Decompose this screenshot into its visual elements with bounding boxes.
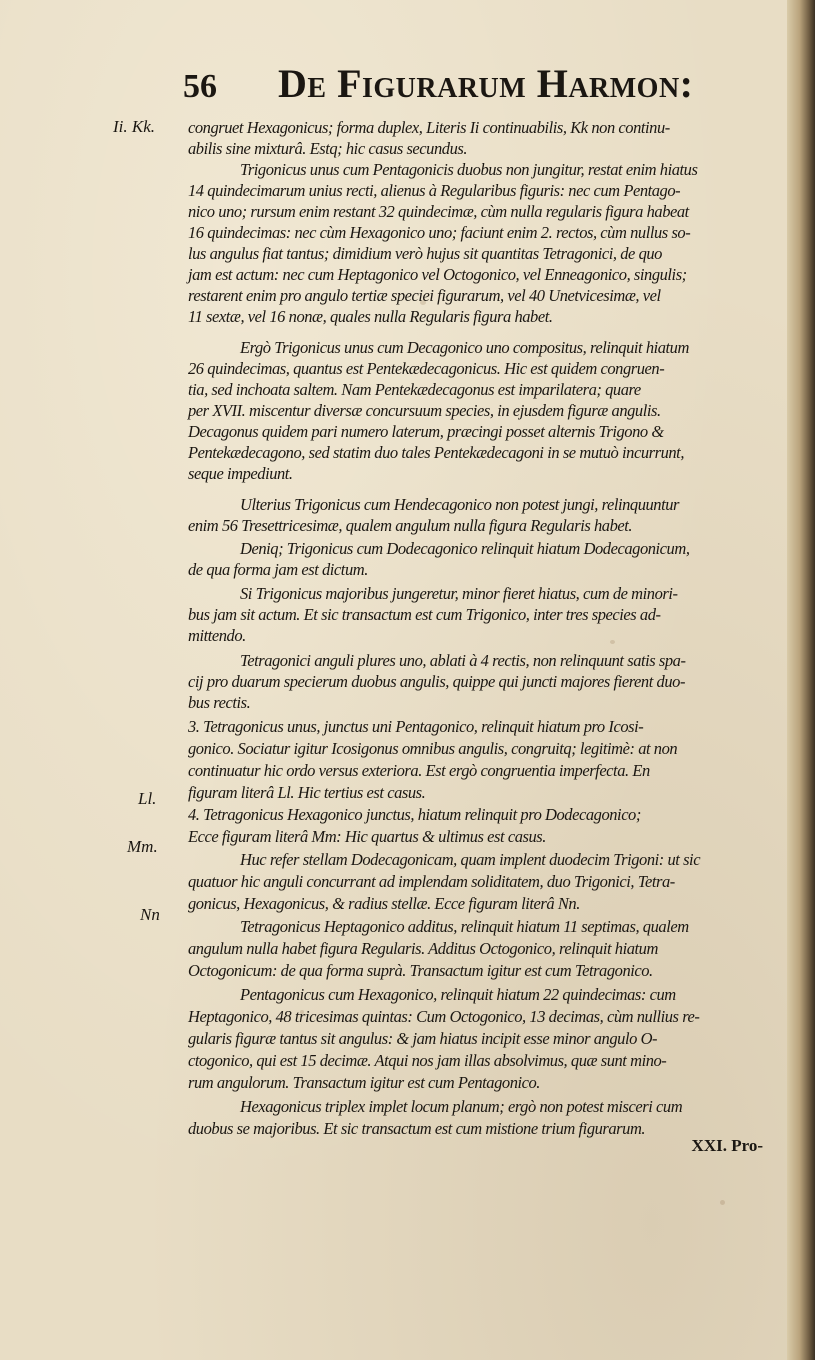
text-line: Pentagonicus cum Hexagonico, relinquit hiatum 22 quindecimas: cum xyxy=(240,985,676,1004)
text-line: 3. Tetragonicus unus, junctus uni Pentagonico, relinquit hiatum pro Icosi- xyxy=(188,717,644,736)
text-line: 11 sextæ, vel 16 nonæ, quales nulla Regularis figura habet. xyxy=(188,307,553,326)
text-line: cij pro duarum specierum duobus angulis, quippe qui juncti majores fierent duo- xyxy=(188,672,685,691)
text-line: bus rectis. xyxy=(188,693,251,712)
text-line: angulum nulla habet figura Regularis. Additus Octogonico, relinquit hiatum xyxy=(188,939,658,958)
text-line: Deniq; Trigonicus cum Dodecagonico relinquit hiatum Dodecagonicum, xyxy=(240,539,690,558)
text-line: Si Trigonicus majoribus jungeretur, minor fieret hiatus, cum de minori- xyxy=(240,584,678,603)
text-line: Trigonicus unus cum Pentagonicis duobus non jungitur, restat enim hiatus xyxy=(240,160,698,179)
text-line: per XVII. miscentur diversæ concursuum species, in ejusdem figuræ angulis. xyxy=(188,401,661,420)
text-line: Huc refer stellam Dodecagonicam, quam implent duodecim Trigoni: ut sic xyxy=(240,850,701,869)
text-line: nico uno; rursum enim restant 32 quindecimæ, cùm nulla regularis figura habeat xyxy=(188,202,689,221)
text-line: Ergò Trigonicus unus cum Decagonico uno compositus, relinquit hiatum xyxy=(240,338,689,357)
page-header xyxy=(183,58,773,108)
text-line: Tetragonici anguli plures uno, ablati à 4 rectis, non relinquunt satis spa- xyxy=(240,651,686,670)
text-line: bus jam sit actum. Et sic transactum est cum Trigonico, inter tres species ad- xyxy=(188,605,661,624)
text-line: de qua forma jam est dictum. xyxy=(188,560,368,579)
text-line: 4. Tetragonicus Hexagonico junctus, hiatum relinquit pro Dodecagonico; xyxy=(188,805,641,824)
text-line: Ecce figuram literâ Mm: Hic quartus & ultimus est casus. xyxy=(188,827,546,846)
paper-spot xyxy=(720,1200,725,1205)
text-line: Decagonus quidem pari numero laterum, præcingi posset alternis Trigono & xyxy=(188,422,664,441)
text-line: gonico. Sociatur igitur Icosigonus omnibus angulis, congruitq; legitimè: at non xyxy=(188,739,678,758)
margin-note-nn: Nn xyxy=(140,905,160,924)
text-line: Hexagonicus triplex implet locum planum; ergò non potest misceri cum xyxy=(240,1097,683,1116)
margin-note-ll: Ll. xyxy=(138,789,157,808)
text-line: quatuor hic anguli concurrant ad implendam soliditatem, duo Trigonici, Tetra- xyxy=(188,872,675,891)
text-line: congruet Hexagonicus; forma duplex, Literis Ii continuabilis, Kk non continu- xyxy=(188,118,670,137)
text-line: 16 quindecimas: nec cùm Hexagonico uno; faciunt enim 2. rectos, cùm nullus so- xyxy=(188,223,691,242)
margin-note-ii-kk: Ii. Kk. xyxy=(113,117,156,136)
text-line: figuram literâ Ll. Hic tertius est casus. xyxy=(188,783,426,802)
text-line: Octogonicum: de qua forma suprà. Transactum igitur est cum Tetragonico. xyxy=(188,961,653,980)
text-line: gularis figuræ tantus sit angulus: & jam hiatus incipit esse minor angulo O- xyxy=(188,1029,658,1048)
text-line: continuatur hic ordo versus exteriora. Est ergò congruentia imperfecta. En xyxy=(188,761,650,780)
page-number: 56 xyxy=(183,68,217,105)
catchword: XXI. Pro- xyxy=(691,1136,763,1155)
text-line: Pentekædecagono, sed statim duo tales Pentekædecagoni in se mutuò incurrunt, xyxy=(188,443,684,462)
text-line: 26 quindecimas, quantus est Pentekædecagonicus. Hic est quidem congruen- xyxy=(188,359,665,378)
text-line: ctogonico, qui est 15 decimæ. Atqui nos jam illas absolvimus, quæ sunt mino- xyxy=(188,1051,667,1070)
text-line: Heptagonico, 48 tricesimas quintas: Cum Octogonico, 13 decimas, cùm nullius re- xyxy=(188,1007,700,1026)
text-line: rum angulorum. Transactum igitur est cum Pentagonico. xyxy=(188,1073,540,1092)
text-line: duobus se majoribus. Et sic transactum est cum mistione trium figurarum. xyxy=(188,1119,646,1138)
text-line: Ulterius Trigonicus cum Hendecagonico non potest jungi, relinquuntur xyxy=(240,495,680,514)
text-line: tia, sed inchoata saltem. Nam Pentekædecagonus est imparilatera; quare xyxy=(188,380,641,399)
text-line: abilis sine mixturâ. Estq; hic casus secundus. xyxy=(188,139,468,158)
margin-note-mm: Mm. xyxy=(127,837,158,856)
text-line: Tetragonicus Heptagonico additus, relinquit hiatum 11 septimas, qualem xyxy=(240,917,689,936)
text-line: gonicus, Hexagonicus, & radius stellæ. Ecce figuram literâ Nn. xyxy=(188,894,580,913)
text-line: mittendo. xyxy=(188,626,246,645)
running-head: De Figurarum Harmon: xyxy=(278,61,694,106)
book-binding-edge xyxy=(787,0,815,1360)
paper-spot xyxy=(610,640,615,644)
text-line: enim 56 Tresettricesimæ, qualem angulum nulla figura Regularis habet. xyxy=(188,516,633,535)
text-line: 14 quindecimarum unius recti, alienus à Regularibus figuris: nec cum Pentago- xyxy=(188,181,681,200)
text-line: seque impediunt. xyxy=(188,464,293,483)
text-line: lus angulus fiat tantus; dimidium verò hujus sit quantitas Tetragonici, de quo xyxy=(188,244,662,263)
text-line: restarent enim pro angulo tertiæ speciei figurarum, vel 40 Unetvicesimæ, vel xyxy=(188,286,661,305)
text-line: jam est actum: nec cum Heptagonico vel Octogonico, vel Enneagonico, singulis; xyxy=(188,265,687,284)
